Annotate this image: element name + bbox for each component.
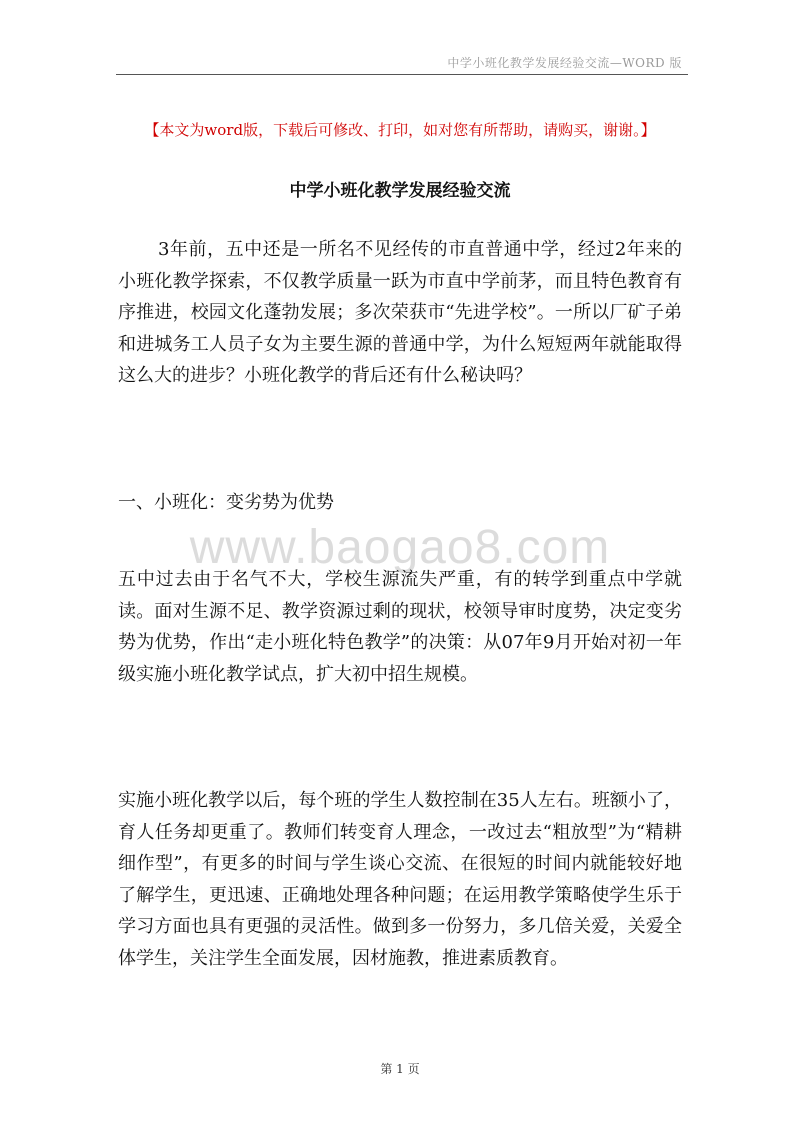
page-number: 第 1 页 (380, 1062, 420, 1076)
header-divider (116, 74, 688, 75)
paragraph-background: 五中过去由于名气不大，学校生源流失严重，有的转学到重点中学就读。面对生源不足、教学资源过剩的现状，校领导审时度势，决定变劣势为优势，作出“走小班化特色教学”的决策：从07年9月开始对初一年级实施小班化教学试点，扩大初中招生规模。 (118, 569, 682, 685)
purchase-notice: 【本文为word版，下载后可修改、打印，如对您有所帮助，请购买，谢谢。】 (144, 121, 656, 139)
running-header: 中学小班化教学发展经验交流—WORD 版 (447, 56, 682, 70)
document-title: 中学小班化教学发展经验交流 (289, 181, 511, 201)
watermark: www.baogao8.com (189, 521, 611, 574)
paragraph-intro: 3年前，五中还是一所名不见经传的市直普通中学，经过2年来的小班化教学探索，不仅教学质量一跃为市直中学前茅，而且特色教育有序推进，校园文化蓬勃发展；多次荣获市“先进学校”。一所以厂矿子弟和进城务工人员子女为主要生源的普通中学，为什么短短两年就能取得这么大的进步？小班化教学的背后还有什么秘诀吗？ (118, 239, 682, 386)
paragraph-implementation: 实施小班化教学以后，每个班的学生人数控制在35人左右。班额小了，育人任务却更重了。教师们转变育人理念，一改过去“粗放型”为“精耕细作型”，有更多的时间与学生谈心交流、在很短的时间内就能较好地了解学生，更迅速、正确地处理各种问题；在运用教学策略使学生乐于学习方面也具有更强的灵活性。做到多一份努力，多几倍关爱，关爱全体学生，关注学生全面发展，因材施教，推进素质教育。 (118, 790, 682, 969)
section-heading: 一、小班化：变劣势为优势 (118, 492, 334, 513)
